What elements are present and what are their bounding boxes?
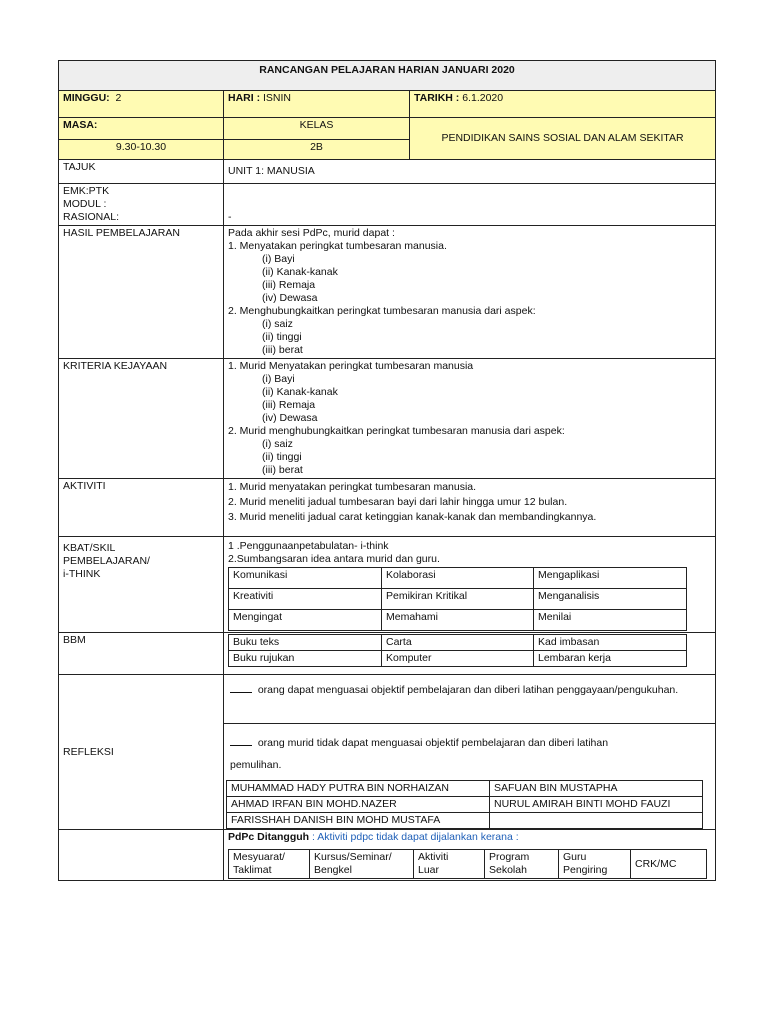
lesson-plan-table — [58, 60, 716, 881]
minggu-value: 2 — [115, 92, 122, 104]
pdpc-label: PdPc Ditangguh — [228, 831, 310, 843]
student-name: MUHAMMAD HADY PUTRA BIN NORHAIZAN — [227, 781, 490, 797]
aktiviti-label: AKTIVITI — [59, 479, 224, 537]
aktiviti-content — [224, 479, 716, 537]
list-item: (i) saiz — [262, 438, 293, 450]
tarikh-value: 6.1.2020 — [462, 92, 504, 104]
rasional-value: - — [224, 184, 716, 226]
count-blank — [230, 683, 252, 693]
student-name: NURUL AMIRAH BINTI MOHD FAUZI — [490, 797, 703, 813]
masa-label: MASA: — [59, 118, 224, 140]
bbm-cell: Carta — [382, 635, 534, 651]
kriteria-point-1: 1. Murid Menyatakan peringkat tumbesaran manusia — [228, 360, 474, 372]
list-item: (i) saiz — [262, 318, 293, 330]
refleksi-text-1: orang dapat menguasai objektif pembelajaran dan diberi latihan penggayaan/pengukuhan. — [257, 684, 679, 696]
student-name — [490, 813, 703, 829]
student-name: AHMAD IRFAN BIN MOHD.NAZER — [227, 797, 490, 813]
hari-label: HARI : — [228, 92, 261, 104]
hari-cell — [224, 91, 410, 118]
emk-label: EMK:PTK — [63, 185, 110, 197]
kbat-label — [59, 537, 224, 633]
bbm-content — [224, 633, 716, 675]
aktiviti-item: 2. Murid meneliti jadual tumbesaran bayi dari lahir hingga umur 12 bulan. — [228, 496, 568, 508]
pdpc-options-table — [228, 849, 707, 879]
list-item: (iv) Dewasa — [262, 292, 318, 304]
student-name: SAFUAN BIN MUSTAPHA — [490, 781, 703, 797]
list-item: (iii) berat — [262, 464, 303, 476]
count-blank — [230, 736, 252, 746]
kbat-cell: Mengaplikasi — [534, 568, 687, 589]
kbat-cell: Komunikasi — [229, 568, 382, 589]
kelas-label: KELAS — [224, 118, 410, 140]
pdpc-option: Aktiviti Luar — [414, 850, 485, 879]
hasil-label: HASIL PEMBELAJARAN — [59, 226, 224, 359]
pdpc-label-cell — [59, 830, 224, 881]
student-names-table — [226, 780, 703, 829]
kbat-cell: Memahami — [382, 610, 534, 631]
refleksi-content — [224, 675, 716, 830]
list-item: (iv) Dewasa — [262, 412, 318, 424]
modul-label: MODUL : — [63, 198, 107, 210]
kriteria-content — [224, 359, 716, 479]
refleksi-text-2: orang murid tidak dapat menguasai objektif pembelajaran dan diberi latihan — [257, 737, 609, 749]
document-title: RANCANGAN PELAJARAN HARIAN JANUARI 2020 — [59, 61, 716, 91]
aktiviti-item: 3. Murid meneliti jadual carat ketinggian kanak-kanak dan membandingkannya. — [228, 511, 597, 523]
list-item: (iii) berat — [262, 344, 303, 356]
refleksi-line-2 — [224, 724, 715, 780]
student-name: FARISSHAH DANISH BIN MOHD MUSTAFA — [227, 813, 490, 829]
pdpc-content — [224, 830, 716, 881]
lesson-plan-page — [58, 60, 715, 881]
pdpc-option: Mesyuarat/ Taklimat — [229, 850, 310, 879]
bbm-grid — [228, 634, 687, 667]
refleksi-label: REFLEKSI — [59, 675, 224, 830]
emk-modul-rasional-labels — [59, 184, 224, 226]
pdpc-option: Kursus/Seminar/ Bengkel — [310, 850, 414, 879]
kbat-label-line: PEMBELAJARAN/ — [63, 555, 150, 567]
kbat-label-line: KBAT/SKIL — [63, 542, 116, 554]
kbat-line-2: 2.Sumbangsaran idea antara murid dan guru. — [228, 553, 440, 565]
hari-value: ISNIN — [263, 92, 292, 104]
list-item: (iii) Remaja — [262, 399, 316, 411]
minggu-label: MINGGU: — [63, 92, 110, 104]
kbat-cell: Menilai — [534, 610, 687, 631]
bbm-cell: Komputer — [382, 651, 534, 667]
refleksi-text-2b: pemulihan. — [230, 759, 282, 771]
bbm-cell: Buku rujukan — [229, 651, 382, 667]
hasil-intro: Pada akhir sesi PdPc, murid dapat : — [228, 227, 395, 239]
hasil-content — [224, 226, 716, 359]
pdpc-option: CRK/MC — [631, 850, 707, 879]
kbat-cell: Mengingat — [229, 610, 382, 631]
kbat-grid — [228, 567, 687, 631]
list-item: (i) Bayi — [262, 253, 295, 265]
list-item: (iii) Remaja — [262, 279, 316, 291]
kbat-cell: Kreativiti — [229, 589, 382, 610]
bbm-cell: Kad imbasan — [534, 635, 687, 651]
pdpc-note: : Aktiviti pdpc tidak dapat dijalankan kerana : — [312, 831, 519, 843]
list-item: (ii) tinggi — [262, 331, 302, 343]
tarikh-label: TARIKH : — [414, 92, 460, 104]
minggu-cell — [59, 91, 224, 118]
list-item: (ii) Kanak-kanak — [262, 266, 338, 278]
rasional-label: RASIONAL: — [63, 211, 120, 223]
kbat-cell: Kolaborasi — [382, 568, 534, 589]
pdpc-option: Guru Pengiring — [559, 850, 631, 879]
tajuk-label: TAJUK — [59, 160, 224, 184]
hasil-point-1: 1. Menyatakan peringkat tumbesaran manusia. — [228, 240, 447, 252]
masa-value: 9.30-10.30 — [59, 140, 224, 160]
bbm-cell: Lembaran kerja — [534, 651, 687, 667]
kelas-value: 2B — [224, 140, 410, 160]
bbm-label: BBM — [59, 633, 224, 675]
tajuk-value: UNIT 1: MANUSIA — [224, 160, 716, 184]
list-item: (i) Bayi — [262, 373, 295, 385]
aktiviti-item: 1. Murid menyatakan peringkat tumbesaran manusia. — [228, 481, 477, 493]
list-item: (ii) Kanak-kanak — [262, 386, 338, 398]
bbm-cell: Buku teks — [229, 635, 382, 651]
kbat-content — [224, 537, 716, 633]
kbat-cell: Menganalisis — [534, 589, 687, 610]
tarikh-cell — [410, 91, 716, 118]
kriteria-point-2: 2. Murid menghubungkaitkan peringkat tumbesaran manusia dari aspek: — [228, 425, 565, 437]
hasil-point-2: 2. Menghubungkaitkan peringkat tumbesaran manusia dari aspek: — [228, 305, 536, 317]
kbat-cell: Pemikiran Kritikal — [382, 589, 534, 610]
kriteria-label: KRITERIA KEJAYAAN — [59, 359, 224, 479]
list-item: (ii) tinggi — [262, 451, 302, 463]
refleksi-line-1 — [224, 675, 715, 724]
subject-name: PENDIDIKAN SAINS SOSIAL DAN ALAM SEKITAR — [410, 118, 716, 160]
kbat-line-1: 1 .Penggunaanpetabulatan- i-think — [228, 540, 389, 552]
pdpc-option: Program Sekolah — [485, 850, 559, 879]
kbat-label-line: i-THINK — [63, 568, 101, 580]
